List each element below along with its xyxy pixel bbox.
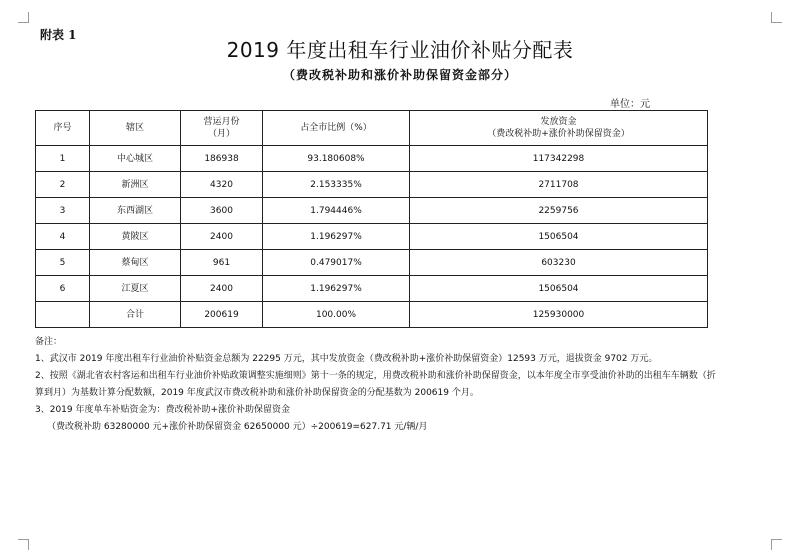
cell-funds: 117342298 (410, 146, 708, 172)
note-item-2-line1: 2、按照《湖北省农村客运和出租车行业油价补贴政策调整实施细则》第十一条的规定，用费改税补助和涨价补助保留资金，以本年度全市享受油价补助的出租车车辆数（折 (35, 371, 716, 381)
notes-section (35, 334, 775, 436)
header-ratio: 占全市比例（%） (263, 111, 410, 146)
cell-total-label: 合计 (90, 302, 181, 328)
cell-seq: 2 (36, 172, 90, 198)
cell-funds: 2259756 (410, 198, 708, 224)
table-body (36, 146, 708, 328)
document-subtitle: （费改税补助和涨价补助保留资金部分） (282, 68, 517, 82)
cell-ratio: 1.794446% (263, 198, 410, 224)
table-row (36, 224, 708, 250)
table-row (36, 172, 708, 198)
cell-seq (36, 302, 90, 328)
cell-ratio: 1.196297% (263, 276, 410, 302)
note-item-2-line2: 算到月）为基数计算分配数额，2019 年度武汉市费改税补助和涨价补助保留资金的分配基数为 200619 个月。 (35, 388, 479, 398)
header-district: 辖区 (90, 111, 181, 146)
header-funds-line2: （费改税补助+涨价补助保留资金） (487, 129, 630, 139)
cell-district: 新洲区 (90, 172, 181, 198)
header-seq: 序号 (36, 111, 90, 146)
header-months (181, 111, 263, 146)
header-funds-line1: 发放资金 (540, 117, 577, 127)
appendix-label: 附表 1 (40, 28, 77, 42)
cell-months: 2400 (181, 224, 263, 250)
cell-funds: 125930000 (410, 302, 708, 328)
cell-months: 200619 (181, 302, 263, 328)
table-row (36, 198, 708, 224)
cell-seq: 4 (36, 224, 90, 250)
corner-mark-top-left (18, 12, 29, 23)
cell-ratio: 1.196297% (263, 224, 410, 250)
unit-label: 单位：元 (610, 99, 650, 110)
cell-district: 江夏区 (90, 276, 181, 302)
header-funds (410, 111, 708, 146)
table-row (36, 146, 708, 172)
header-row (36, 111, 708, 146)
cell-district: 蔡甸区 (90, 250, 181, 276)
cell-ratio: 0.479017% (263, 250, 410, 276)
allocation-table (35, 110, 708, 328)
note-item-3-line1: 3、2019 年度单车补贴资金为：费改税补助+涨价补助保留资金 (35, 405, 291, 415)
cell-ratio: 93.180608% (263, 146, 410, 172)
cell-seq: 6 (36, 276, 90, 302)
total-row (36, 302, 708, 328)
cell-seq: 3 (36, 198, 90, 224)
cell-funds: 603230 (410, 250, 708, 276)
cell-funds: 1506504 (410, 224, 708, 250)
note-item-1: 1、武汉市 2019 年度出租车行业油价补贴资金总额为 22295 万元，其中发放资金（费改税补助+涨价补助保留资金）12593 万元，退拔资金 9702 万元。 (35, 354, 658, 364)
note-item-3-line2: （费改税补助 63280000 元+涨价补助保留资金 62650000 元）÷200619=627.71 元/辆/月 (47, 422, 428, 432)
cell-months: 2400 (181, 276, 263, 302)
cell-months: 4320 (181, 172, 263, 198)
corner-mark-bottom-left (18, 539, 29, 550)
cell-district: 黄陂区 (90, 224, 181, 250)
header-months-line2: （月） (207, 129, 235, 139)
cell-months: 186938 (181, 146, 263, 172)
cell-months: 3600 (181, 198, 263, 224)
cell-district: 东西湖区 (90, 198, 181, 224)
table-header (36, 111, 708, 146)
table-row (36, 276, 708, 302)
cell-ratio: 2.153335% (263, 172, 410, 198)
corner-mark-top-right (771, 12, 782, 23)
cell-months: 961 (181, 250, 263, 276)
header-months-line1: 营运月份 (203, 117, 240, 127)
cell-funds: 1506504 (410, 276, 708, 302)
cell-district: 中心城区 (90, 146, 181, 172)
cell-funds: 2711708 (410, 172, 708, 198)
cell-seq: 1 (36, 146, 90, 172)
corner-mark-bottom-right (771, 539, 782, 550)
cell-seq: 5 (36, 250, 90, 276)
document-title: 2019 年度出租车行业油价补贴分配表 (226, 38, 574, 62)
notes-heading: 备注： (35, 337, 63, 347)
cell-ratio: 100.00% (263, 302, 410, 328)
table-row (36, 250, 708, 276)
